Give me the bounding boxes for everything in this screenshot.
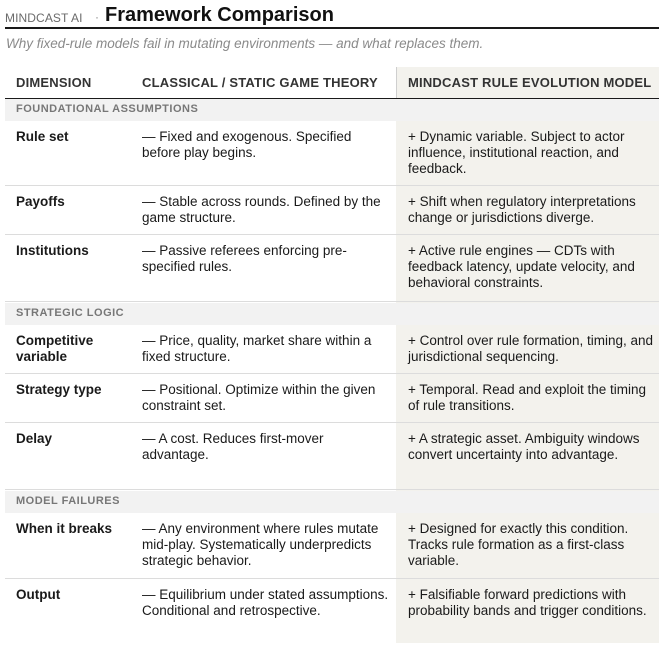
brand-label: MINDCAST AI	[5, 11, 83, 25]
mindcast-cell: + Designed for exactly this condition. Tracks rule formation as a first-class variable.	[408, 521, 629, 568]
mindcast-cell: + Control over rule formation, timing, and jurisdictional sequencing.	[408, 333, 653, 364]
table-row	[5, 513, 659, 579]
column-header-dimension: DIMENSION	[16, 75, 92, 90]
classical-cell: — Price, quality, market share within a fixed structure.	[142, 333, 372, 364]
dimension-cell: Competitive variable	[16, 333, 94, 364]
table-row	[5, 235, 659, 302]
classical-cell: — Equilibrium under stated assumptions. Conditional and retrospective.	[142, 587, 389, 618]
mindcast-cell: + Falsifiable forward predictions with probability bands and trigger conditions.	[408, 587, 647, 618]
mindcast-cell: + A strategic asset. Ambiguity windows convert uncertainty into advantage.	[408, 431, 640, 462]
page-title: Framework Comparison	[105, 4, 334, 26]
dimension-cell: Strategy type	[16, 382, 102, 397]
column-header-mindcast: MINDCAST RULE EVOLUTION MODEL	[408, 75, 652, 90]
page-subtitle: Why fixed-rule models fail in mutating environments — and what replaces them.	[6, 36, 484, 51]
header-column-divider	[396, 67, 397, 98]
dimension-cell: Rule set	[16, 129, 69, 144]
table-row	[5, 423, 659, 490]
column-header-classical: CLASSICAL / STATIC GAME THEORY	[142, 75, 378, 90]
classical-cell: — Any environment where rules mutate mid-play. Systematically underpredicts strategic behavior.	[142, 521, 379, 568]
section-model-failures	[5, 491, 659, 513]
dimension-cell: Delay	[16, 431, 53, 446]
table-row	[5, 579, 659, 643]
classical-cell: — Positional. Optimize within the given constraint set.	[142, 382, 376, 413]
dimension-cell: Institutions	[16, 243, 89, 258]
comparison-table	[5, 67, 659, 646]
classical-cell: — Stable across rounds. Defined by the game structure.	[142, 194, 381, 225]
dimension-cell: When it breaks	[16, 521, 113, 536]
section-foundational-assumptions	[5, 99, 659, 121]
dimension-cell: Output	[16, 587, 61, 602]
classical-cell: — Fixed and exogenous. Specified before play begins.	[142, 129, 352, 160]
table-row	[5, 374, 659, 423]
table-row	[5, 186, 659, 235]
section-strategic-logic	[5, 303, 659, 325]
classical-cell: — A cost. Reduces first-mover advantage.	[142, 431, 324, 462]
table-row	[5, 121, 659, 186]
section-label: STRATEGIC LOGIC	[16, 307, 125, 319]
mindcast-cell: + Active rule engines — CDTs with feedback latency, update velocity, and behavioral constraints.	[408, 243, 635, 290]
section-label: MODEL FAILURES	[16, 495, 120, 507]
title-separator: ·	[95, 10, 99, 24]
table-row	[5, 325, 659, 374]
mindcast-cell: + Dynamic variable. Subject to actor influence, institutional reaction, and feedback.	[408, 129, 625, 176]
page-header	[5, 4, 659, 28]
mindcast-cell: + Shift when regulatory interpretations change or jurisdictions diverge.	[408, 194, 636, 225]
header-rule	[5, 27, 659, 29]
mindcast-cell: + Temporal. Read and exploit the timing of rule transitions.	[408, 382, 647, 413]
dimension-cell: Payoffs	[16, 194, 65, 209]
classical-cell: — Passive referees enforcing pre-specified rules.	[142, 243, 347, 274]
section-label: FOUNDATIONAL ASSUMPTIONS	[16, 103, 199, 115]
